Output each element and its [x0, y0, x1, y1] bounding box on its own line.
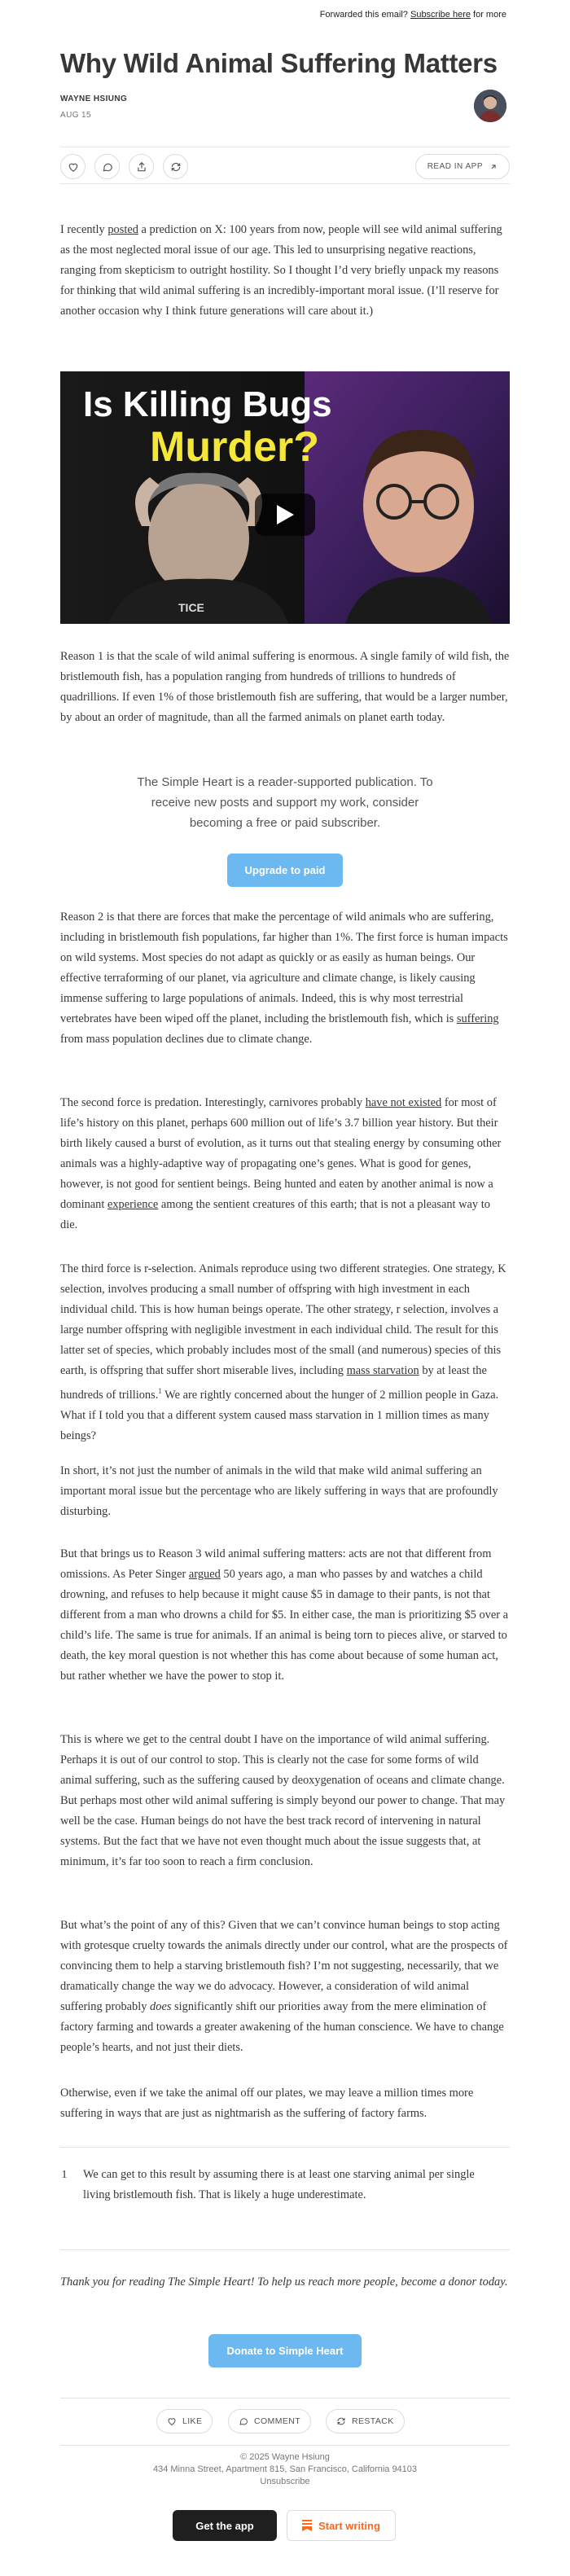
paragraph-otherwise: Otherwise, even if we take the animal off our plates, we may leave a million times more suffering in ways that are just as nightmarish as the suffering of factory farms. [60, 2087, 474, 2120]
subscribe-text: The Simple Heart is a reader-supported publication. To receive new posts and support my work, consider becoming a free or paid subscriber. [137, 775, 433, 830]
footnote-ref[interactable]: 1 [158, 1387, 162, 1395]
read-in-app-button[interactable]: READ IN APP [415, 154, 510, 179]
heart-icon [167, 2416, 177, 2426]
bottom-like-button[interactable]: LIKE [156, 2409, 213, 2433]
comment-button[interactable] [94, 154, 120, 179]
substack-logo-icon [302, 2520, 312, 2531]
author-name[interactable]: WAYNE HSIUNG [60, 94, 128, 103]
get-app-button[interactable]: Get the app [173, 2510, 277, 2541]
arrow-up-right-icon [489, 163, 498, 171]
suffering-link[interactable]: suffering [456, 1012, 499, 1025]
post-title: Why Wild Animal Suffering Matters [60, 48, 498, 78]
author-avatar[interactable] [474, 90, 506, 122]
like-button[interactable] [60, 154, 86, 179]
closing-text: Thank you for reading The Simple Heart! To help us reach more people, become a donor today. [60, 2275, 508, 2289]
video-title-line2: Murder? [150, 423, 319, 471]
share-button[interactable] [129, 154, 154, 179]
bottom-comment-button[interactable]: COMMENT [228, 2409, 311, 2433]
footnote-number[interactable]: 1 [61, 2169, 68, 2181]
subscribe-link[interactable]: Subscribe here [410, 10, 471, 20]
footnote-divider [60, 2147, 510, 2148]
donate-button[interactable]: Donate to Simple Heart [208, 2334, 361, 2368]
post-action-bar [60, 147, 510, 184]
upgrade-to-paid-button[interactable]: Upgrade to paid [227, 854, 344, 887]
bottom-divider-bottom [60, 2445, 510, 2446]
share-icon [136, 161, 147, 173]
paragraph-reason3: But that brings us to Reason 3 wild animal suffering matters: acts are not that different from omissions. As Peter Singer argued 50 years ago, a man who passes by and watches a child drowning, and refuses to help because it might cause $5 in damage to their pants, is not that different from a man who drowns a child for $5. In either case, the man is prioritizing $5 over a child’s life. The same is true for animals. If an animal is being torn to pieces alive, or starved to death, the key moral question is not whether this has come about because of some human act, but rather whether we have the power to stop it. [60, 1547, 509, 1683]
heart-icon [68, 161, 79, 173]
subscribe-widget [125, 772, 445, 833]
have-not-existed-link[interactable]: have not existed [365, 1096, 442, 1109]
paragraph-reason1: Reason 1 is that the scale of wild animal suffering is enormous. A single family of wild fish, the bristlemouth fish, has a population ranging from hundreds of trillions to hundreds of quadrillions. If even 1% of those bristlemouth fish are suffering, that would be a larger number, by about an order of magnitude, than all the farmed animals on planet earth today. [60, 650, 510, 724]
comment-icon [102, 161, 113, 173]
footer-info [60, 2451, 510, 2488]
posted-link[interactable]: posted [107, 223, 138, 236]
paragraph-point: But what’s the point of any of this? Given that we can’t convince human beings to stop acting with grotesque cruelty towards the animals directly under our control, what are the prospects of convincing them to help a starving bristlemouth fish? I’m not suggesting, necessarily, that we dramatically change the way we do advocacy. However, a consideration of wild animal suffering probably does significantly shift our priorities away from the mere elimination of factory farming and towards a greater awakening of the human conscience. We have to change people’s hearts, and not just their diets. [60, 1919, 508, 2054]
paragraph-central-doubt: This is where we get to the central doubt I have on the importance of wild animal suffering. Perhaps it is out of our control to stop. This is clearly not the case for some forms of wild animal suffering, such as the suffering caused by deoxygenation of oceans and climate change. But perhaps most other wild animal suffering is simply beyond our power to change. That may well be the case. Human beings do not have the best track record of intervening in natural systems. But the fact that we have not even thought much about the issue suggests that, at minimum, it’s far too soon to reach a firm conclusion. [60, 1733, 506, 1868]
footnote [60, 2165, 510, 2205]
start-writing-button[interactable]: Start writing [287, 2510, 396, 2541]
paragraph-in-short: In short, it’s not just the number of animals in the wild that make wild animal suffering an important moral issue but the percentage who are likely suffering in ways that are profoundly disturbing. [60, 1464, 498, 1518]
svg-text:TICE: TICE [178, 601, 204, 614]
restack-icon [336, 2416, 346, 2426]
restack-button[interactable] [163, 154, 188, 179]
play-icon[interactable] [255, 494, 315, 536]
copyright: © 2025 Wayne Hsiung [240, 2452, 330, 2462]
footnote-text: We can get to this result by assuming there is at least one starving animal per single living bristlemouth fish. That is likely a huge underestimate. [83, 2168, 475, 2201]
footer-buttons [60, 2510, 510, 2543]
paragraph-predation: The second force is predation. Interestingly, carnivores probably have not existed for most of life’s history on this planet, perhaps 600 million out of life’s 3.7 billion year history. But their birth likely caused a burst of evolution, as it turns out that stealing energy by consuming other animals was a highly-adaptive way of propagating one’s genes. What is good for genes, however, is not good for sentient beings. Being hunted and eaten by another animal is now a dominant experience among the sentient creatures of this earth; that is not a pleasant way to die. [60, 1096, 502, 1231]
video-thumbnail[interactable] [60, 371, 510, 624]
restack-icon [170, 161, 182, 173]
unsubscribe-link[interactable]: Unsubscribe [260, 2477, 310, 2486]
argued-link[interactable]: argued [188, 1568, 221, 1581]
address: 434 Minna Street, Apartment 815, San Francisco, California 94103 [152, 2464, 418, 2474]
bottom-restack-button[interactable]: RESTACK [326, 2409, 405, 2433]
video-title-line1: Is Killing Bugs [83, 384, 332, 424]
bottom-action-bar [60, 2409, 510, 2433]
closing-divider [60, 2249, 510, 2250]
post-date: AUG 15 [60, 111, 91, 120]
paragraph-intro: I recently posted a prediction on X: 100 years from now, people will see wild animal suffering as the most neglected moral issue of our age. This led to unsurprising negative reactions, ranging from skepticism to outright hostility. So I thought I’d very briefly unpack my reasons for thinking that wild animal suffering is an incredibly-important moral issue. (I’ll reserve for another occasion why I think future generations will care about it.) [60, 223, 502, 318]
experience-link[interactable]: experience [107, 1198, 159, 1211]
paragraph-reason2: Reason 2 is that there are forces that make the percentage of wild animals who are suffering, including in bristlemouth fish populations, far higher than 1%. The first force is human impacts on wild systems. Most species do not adapt as quickly or as easily as human beings. Our effective terraforming of our planet, via agriculture and climate change, is likely causing immense suffering to large populations of animals. Indeed, this is why most terrestrial vertebrates have been wiped off the planet, including the bristlemouth fish, which is suffering from mass population declines due to climate change. [60, 911, 508, 1046]
forward-banner: Forwarded this email? Subscribe here for more [319, 10, 506, 20]
mass-starvation-link[interactable]: mass starvation [346, 1364, 419, 1377]
comment-icon [239, 2416, 248, 2426]
paragraph-r-selection: The third force is r-selection. Animals reproduce using two different strategies. One strategy, K selection, involves producing a small number of offspring with high investment in each individual child. This is how human beings operate. The other strategy, r selection, involves a large number offspring with negligible investment in each individual child. The result for this latter set of species, which probably includes most of the small (and numerous) species of this earth, is offspring that suffer short miserable lives, including mass starvation by at least the hundreds of trillions.$^1$ We are rightly concerned about the hunger of 2 million people in Gaza. What if I told you that a different system caused mass starvation in 1 million times as many beings? [60, 1262, 506, 1442]
